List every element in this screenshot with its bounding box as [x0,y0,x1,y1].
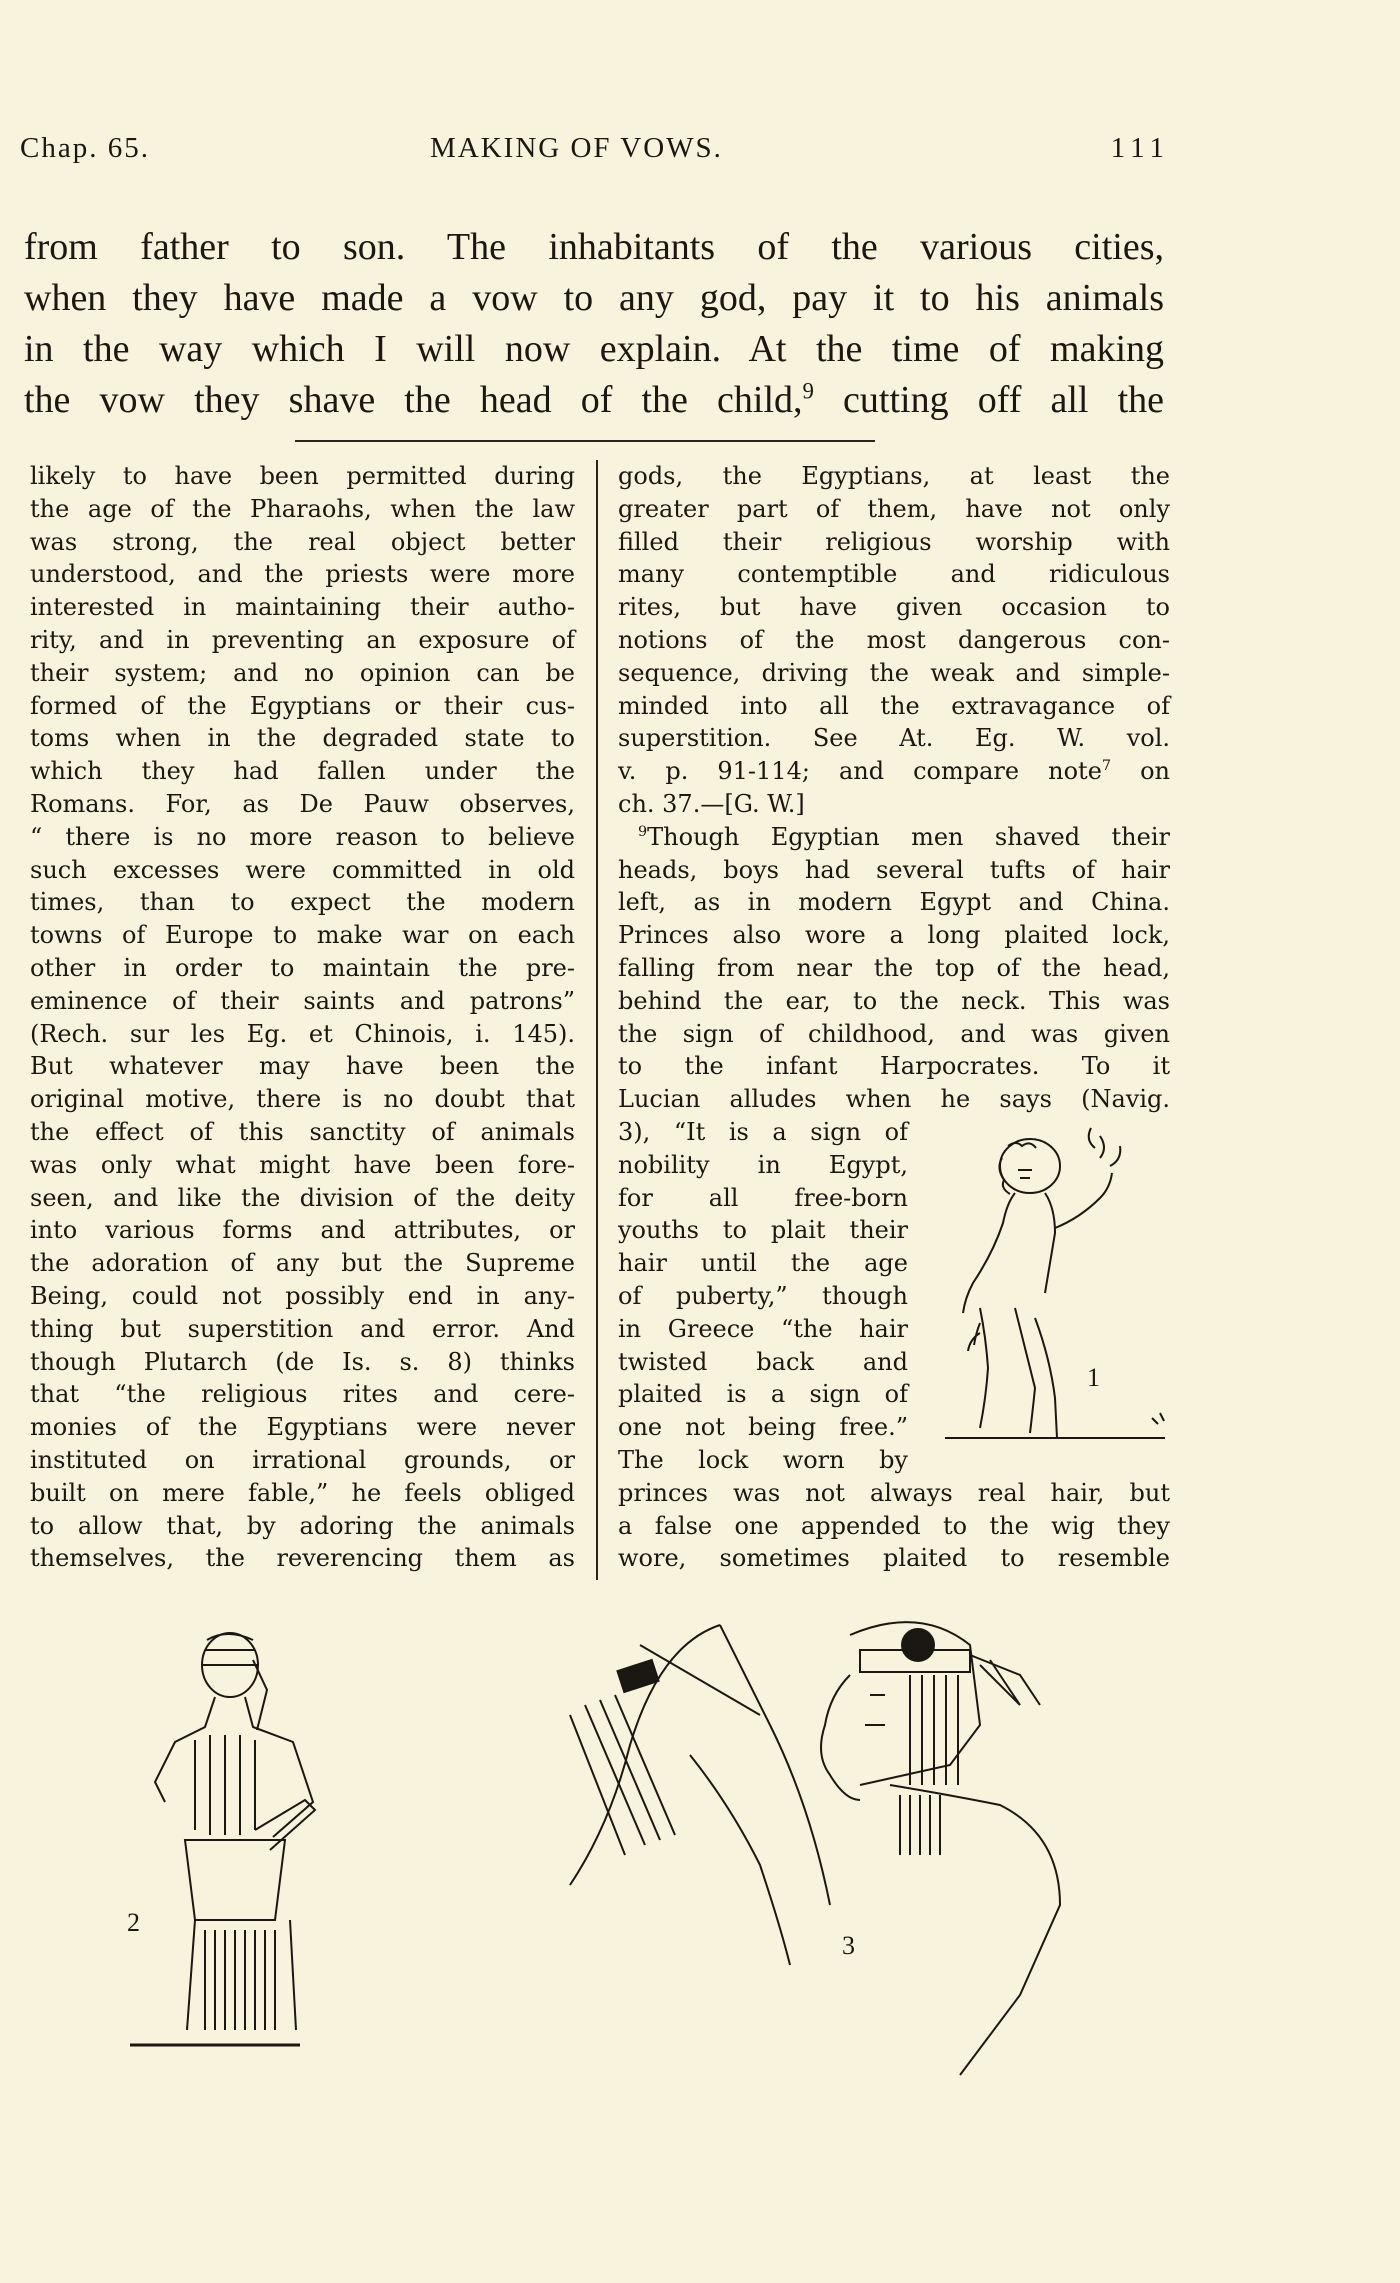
note-ref: 7 [1101,758,1112,775]
footnote-line: though Plutarch (de Is. s. 8) thinks [30,1347,575,1376]
footnote-line: times, than to expect the modern [30,888,575,917]
footnote-line: built on mere fable,” he feels obliged [30,1478,575,1507]
footnote-line: was only what might have been fore- [30,1150,575,1179]
footnote-line: “ there is no more reason to believe [30,822,575,851]
column-divider [596,460,598,1580]
footnote-line: one not being free.” [618,1413,908,1442]
footnote-line: Princes also wore a long plaited lock, [618,921,1170,950]
footnote-line: youths to plait their [618,1216,908,1245]
footnote-line: for all free-born [618,1183,908,1212]
footnote-line: greater part of them, have not only [618,494,1170,523]
footnote-line [618,821,1170,854]
main-line-text: the vow they shave the head of the child, [24,379,803,421]
footnote-rule [295,440,875,442]
footnote-line: the sign of childhood, and was given [618,1019,1170,1048]
footnote-line: hair until the age [618,1249,908,1278]
footnote-line: gods, the Egyptians, at least the [618,462,1170,490]
footnote-line: filled their religious worship with [618,527,1170,556]
footnote-line: such excesses were committed in old [30,855,575,884]
footnote-line: Being, could not possibly end in any- [30,1281,575,1310]
footnote-line: plaited is a sign of [618,1380,908,1409]
footnote-line: to the infant Harpocrates. To it [618,1052,1170,1081]
footnote-line: rity, and in preventing an exposure of [30,625,575,654]
footnote-line: the age of the Pharaohs, when the law [30,494,575,523]
footnote-line: was strong, the real object better [30,527,575,556]
footnote-line: the adoration of any but the Supreme [30,1249,575,1278]
footnote-left-column [30,460,575,1575]
footnote-line: nobility in Egypt, [618,1150,908,1179]
footnote-line: a false one appended to the wig they [618,1511,1170,1540]
footnote-line: into various forms and attributes, or [30,1216,575,1245]
footnote-line: seen, and like the division of the deity [30,1183,575,1212]
footnote-line: towns of Europe to make war on each [30,921,575,950]
footnote-line: interested in maintaining their autho- [30,593,575,622]
footnote-line: understood, and the priests were more [30,560,575,589]
figure-3 [470,1605,1110,2085]
footnote-line-text: Though Egyptian men shaved their [647,822,1170,851]
footnote-line: instituted on irrational grounds, or [30,1445,575,1474]
footnote-line-text: v. p. 91-114; and compare note [618,757,1102,786]
footnote-line: other in order to maintain the pre- [30,953,575,982]
footnote-line: of puberty,” though [618,1281,908,1310]
footnote-line: original motive, there is no doubt that [30,1085,575,1114]
footnote-line: notions of the most dangerous con- [618,625,1170,654]
footnote-line: thing but superstition and error. And [30,1314,575,1343]
figure-2-label: 2 [127,1908,140,1937]
page-number: 111 [1110,132,1170,164]
footnote-line: monies of the Egyptians were never [30,1413,575,1442]
main-line: in the way which I will now explain. At the time of making [24,328,1164,370]
main-text [24,222,1164,426]
footnote-line: rites, but have given occasion to [618,593,1170,622]
main-line [24,375,1164,426]
figure-3-label: 3 [842,1931,855,1960]
footnote-line-text: on [1111,757,1170,786]
main-line: from father to son. The inhabitants of the various cities, [24,226,1164,268]
footnote-line: superstition. See At. Eg. W. vol. [618,724,1170,753]
footnote-line: the effect of this sanctity of animals [30,1117,575,1146]
footnote-line: Lucian alludes when he says (Navig. [618,1085,1170,1114]
page-title: MAKING OF VOWS. [430,132,723,164]
footnote-line: princes was not always real hair, but [618,1478,1170,1507]
footnote-line: Romans. For, as De Pauw observes, [30,789,575,818]
running-head [20,132,1170,172]
footnote-line: left, as in modern Egypt and China. [618,888,1170,917]
figure-1-label: 1 [1087,1363,1100,1392]
footnote-line: toms when in the degraded state to [30,724,575,753]
figure-1 [920,1118,1170,1478]
footnote-line: But whatever may have been the [30,1052,575,1081]
footnote-line: behind the ear, to the neck. This was [618,986,1170,1015]
footnote-line: wore, sometimes plaited to resemble [618,1544,1170,1573]
footnote-line: 3), “It is a sign of [618,1117,908,1146]
footnote-line: many contemptible and ridiculous [618,560,1170,589]
footnote-line: twisted back and [618,1347,908,1376]
footnote-line: to allow that, by adoring the animals [30,1511,575,1540]
footnote-line: (Rech. sur les Eg. et Chinois, i. 145). [30,1019,575,1048]
footnote-line: minded into all the extravagance of [618,691,1170,720]
figure-2 [115,1610,385,2050]
footnote-line: sequence, driving the weak and simple- [618,658,1170,687]
footnote-line: The lock worn by [618,1445,908,1474]
main-line: when they have made a vow to any god, pay it to his animals [24,277,1164,319]
footnote-line: their system; and no opinion can be [30,658,575,687]
footnote-line: formed of the Egyptians or their cus- [30,691,575,720]
footnote-line [618,755,1170,788]
footnote-line: falling from near the top of the head, [618,953,1170,982]
footnote-line: ch. 37.—[G. W.] [618,789,805,818]
footnote-line: likely to have been permitted during [30,462,575,490]
chapter-label: Chap. 65. [20,132,150,164]
figure-1-drawing [920,1118,1170,1478]
footnote-line: themselves, the reverencing them as [30,1544,575,1573]
figure-2-drawing [115,1610,385,2050]
note-marker: 9 [638,823,648,840]
main-line-text: cutting off all the [813,379,1164,421]
footnote-line: eminence of their saints and patrons” [30,986,575,1015]
footnote-line: that “the religious rites and cere- [30,1380,575,1409]
footnote-ref: 9 [802,378,814,404]
footnote-line: which they had fallen under the [30,757,575,786]
footnote-line: heads, boys had several tufts of hair [618,855,1170,884]
footnote-line: in Greece “the hair [618,1314,908,1343]
figure-3-drawing [470,1605,1110,2085]
